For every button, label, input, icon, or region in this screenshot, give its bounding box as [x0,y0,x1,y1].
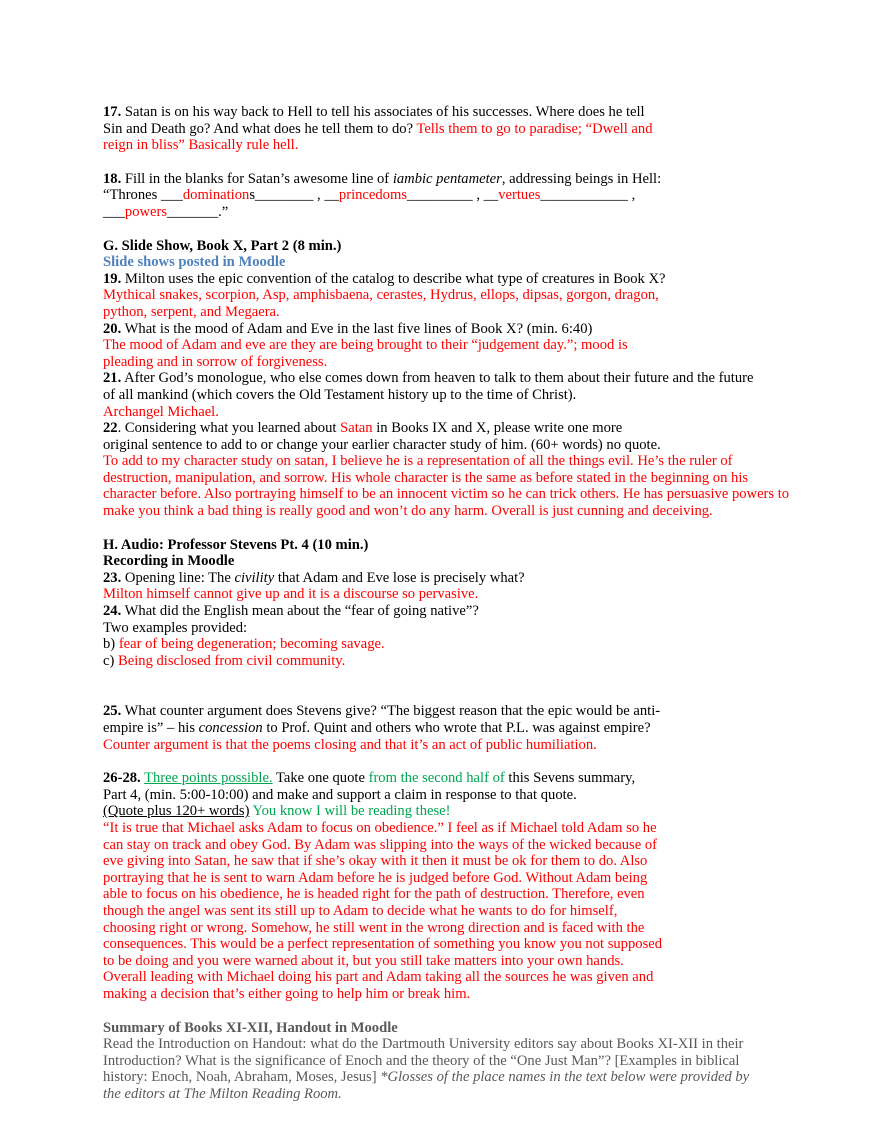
q18-text-1a: Fill in the blanks for Satan’s awesome line of [121,170,393,187]
q17-number: 17. [103,104,122,120]
summary-gloss-note: *Glosses of the place names in the text below were provided by [380,1069,750,1086]
q24-line [103,603,793,620]
q20-number: 20. [103,320,122,337]
q18-line-3 [103,204,793,221]
q18-number: 18. [103,170,122,187]
summary-text-3: history: Enoch, Noah, Abraham, Moses, Jesus] [103,1069,381,1086]
q18-answer-1: domination [182,187,250,204]
q24-b-answer: fear of being degeneration; becoming savage. [118,636,385,653]
q26-answer-line: choosing right or wrong. Somehow, he still went in the wrong direction and is faced with the [103,919,645,936]
summary-line-3 [103,1069,793,1086]
q24-text: What did the English mean about the “fear of going native”? [121,603,479,620]
q26-answer-line: making a decision that’s either going to help him or break him. [103,985,471,1002]
q20-answer-1: The mood of Adam and eve are they are being brought to their “judgement day.”; mood is [103,337,628,354]
q23-answer: Milton himself cannot give up and it is a discourse so pervasive. [103,586,479,603]
q19-line [103,271,793,288]
q18-answer-4: powers [124,203,168,220]
q26-answer-line: able to focus on his obedience, he is headed right for the path of destruction. Therefore, even [103,886,645,903]
summary-line-1: Read the Introduction on Handout: what do the Dartmouth University editors say about Books XI-XII in their [103,1036,744,1053]
q24-c-line [103,653,793,670]
summary-line-4: the editors at The Milton Reading Room. [103,1085,342,1102]
q17-line-2 [103,121,793,138]
q17-line-1 [103,104,793,121]
q18-text-italic: iambic pentameter [392,170,502,187]
q23-text-a: Opening line: The [121,569,235,586]
q21-number: 21. [103,370,122,387]
q24-c-answer: Being disclosed from civil community. [118,652,346,669]
q17-answer-1: Tells them to go to paradise; “Dwell and [416,120,653,137]
q25-text-2a: empire is” – his [103,720,199,736]
q26-points-note: Three points possible. [144,770,273,787]
q20-line [103,321,793,338]
q19-answer-2: python, serpent, and Megaera. [103,303,280,320]
document-page [103,104,793,1102]
q26-number: 26-28. [103,770,141,787]
q26-line-2: Part 4, (min. 5:00-10:00) and make and support a claim in response to that quote. [103,786,577,803]
q25-text-2b: to Prof. Quint and others who wrote that P.L. was against empire? [262,720,651,736]
q25-line-2 [103,720,793,737]
q24-b-line [103,636,793,653]
q20-text: What is the mood of Adam and Eve in the last five lines of Book X? (min. 6:40) [121,320,593,337]
q23-number: 23. [103,569,122,586]
q22-answer-line: character before. Also portraying himself to be an innocent victim so he can trick others. He has persuasive powers to [103,486,790,503]
q19-answer-1: Mythical snakes, scorpion, Asp, amphisbaena, cerastes, Hydrus, ellops, dipsas, gorgon, dragon, [103,287,659,304]
q22-answer-line: destruction, manipulation, and sorrow. His whole character is the same as before stated in the beginning on his [103,469,749,486]
q21-answer: Archangel Michael. [103,403,219,420]
q24-two-examples: Two examples provided: [103,619,248,636]
q26-answer-line: “It is true that Michael asks Adam to focus on obedience.” I feel as if Michael told Adam so he [103,819,657,836]
section-h-subheading: Recording in Moodle [103,553,235,570]
q18-text-2a: “Thrones ___ [103,187,183,204]
section-g-subheading: Slide shows posted in Moodle [103,254,286,271]
q18-text-3a: ___ [103,203,125,220]
q22-number: 22 [103,420,118,437]
q18-text-2d: ____________ , [540,187,636,204]
q18-line-1 [103,171,793,188]
q25-number: 25. [103,703,122,720]
q26-answer-line: to be doing and you were warned about it, but you still take matters into your own hands. [103,952,624,969]
q26-answer-line: Overall leading with Michael doing his part and Adam taking all the sources he was given and [103,969,654,986]
summary-line-2: Introduction? What is the significance of Enoch and the theory of the “One Just Man”? [Examples in biblical [103,1052,740,1069]
q26-reading-note: You know I will be reading these! [249,803,451,820]
q24-b-label: b) [103,636,119,653]
q21-line-1 [103,370,793,387]
q22-line-2: original sentence to add to or change your earlier character study of him. (60+ words) no quote. [103,436,661,453]
q26-line-1 [103,770,793,787]
q22-text-1b: in Books IX and X, please write one more [372,420,623,437]
q19-text: Milton uses the epic convention of the catalog to describe what type of creatures in Book X? [121,270,666,287]
q25-text-1: What counter argument does Stevens give? “The biggest reason that the epic would be anti- [121,703,661,720]
q18-text-2c: _________ , __ [407,187,499,204]
section-h-heading: H. Audio: Professor Stevens Pt. 4 (10 min.) [103,536,369,553]
q26-answer-line: though the angel was sent its still up to Adam to decide what he wants to do for himself, [103,902,618,919]
q18-line-2 [103,187,793,204]
q22-line-1 [103,420,793,437]
q21-line-2: of all mankind (which covers the Old Testament history up to the time of Christ). [103,386,577,403]
q18-answer-3: vertues [498,187,541,204]
q26-answer-line: can stay on track and obey God. By Adam was slipping into the ways of the wicked because of [103,836,658,853]
q26-quote-requirement: (Quote plus 120+ words) [103,803,250,820]
q25-line-1 [103,703,793,720]
q17-answer-2: reign in bliss” Basically rule hell. [103,137,299,154]
q18-text-3b: _______.” [167,203,229,220]
summary-heading: Summary of Books XI-XII, Handout in Moodle [103,1019,398,1036]
q26-line-3 [103,803,793,820]
q26-text-2: this Sevens summary, [508,770,636,787]
q18-answer-2: princedoms [338,187,408,204]
q21-text-1: After God’s monologue, who else comes down from heaven to talk to them about their future and the future [121,370,754,387]
q24-number: 24. [103,603,122,620]
q20-answer-2: pleading and in sorrow of forgiveness. [103,353,328,370]
q18-text-2b: s________ , __ [249,187,339,204]
q17-text-1: Satan is on his way back to Hell to tell his associates of his successes. Where does he tell [121,104,645,120]
q24-c-label: c) [103,652,118,669]
q25-answer: Counter argument is that the poems closing and that it’s an act of public humiliation. [103,736,597,753]
section-g-heading: G. Slide Show, Book X, Part 2 (8 min.) [103,237,342,254]
q22-satan: Satan [340,420,373,437]
q26-answer-line: consequences. This would be a perfect representation of something you know you not supposed [103,936,663,953]
q23-text-italic: civility [234,569,275,586]
q23-line [103,570,793,587]
q25-text-italic: concession [198,720,263,736]
q19-number: 19. [103,270,122,287]
q22-text-1a: . Considering what you learned about [117,420,341,437]
q26-answer-line: portraying that he is sent to warn Adam before he is judged before God. Without Adam being [103,869,648,886]
q26-green-text: from the second half of [368,770,509,787]
q22-answer-line: To add to my character study on satan, I believe he is a representation of all the things evil. He’s the ruler of [103,453,733,470]
q26-text-1: Take one quote [272,770,369,787]
q17-text-2: Sin and Death go? And what does he tell them to do? [103,120,417,137]
q18-text-1b: , addressing beings in Hell: [501,170,662,187]
q22-answer-line: make you think a bad thing is really good and won’t do any harm. Overall is just cunning and deceiving. [103,503,713,520]
q26-answer-line: eve giving into Satan, he saw that if she’s okay with it then it must be ok for them to do. Also [103,853,648,870]
q23-text-b: that Adam and Eve lose is precisely what? [274,569,525,586]
